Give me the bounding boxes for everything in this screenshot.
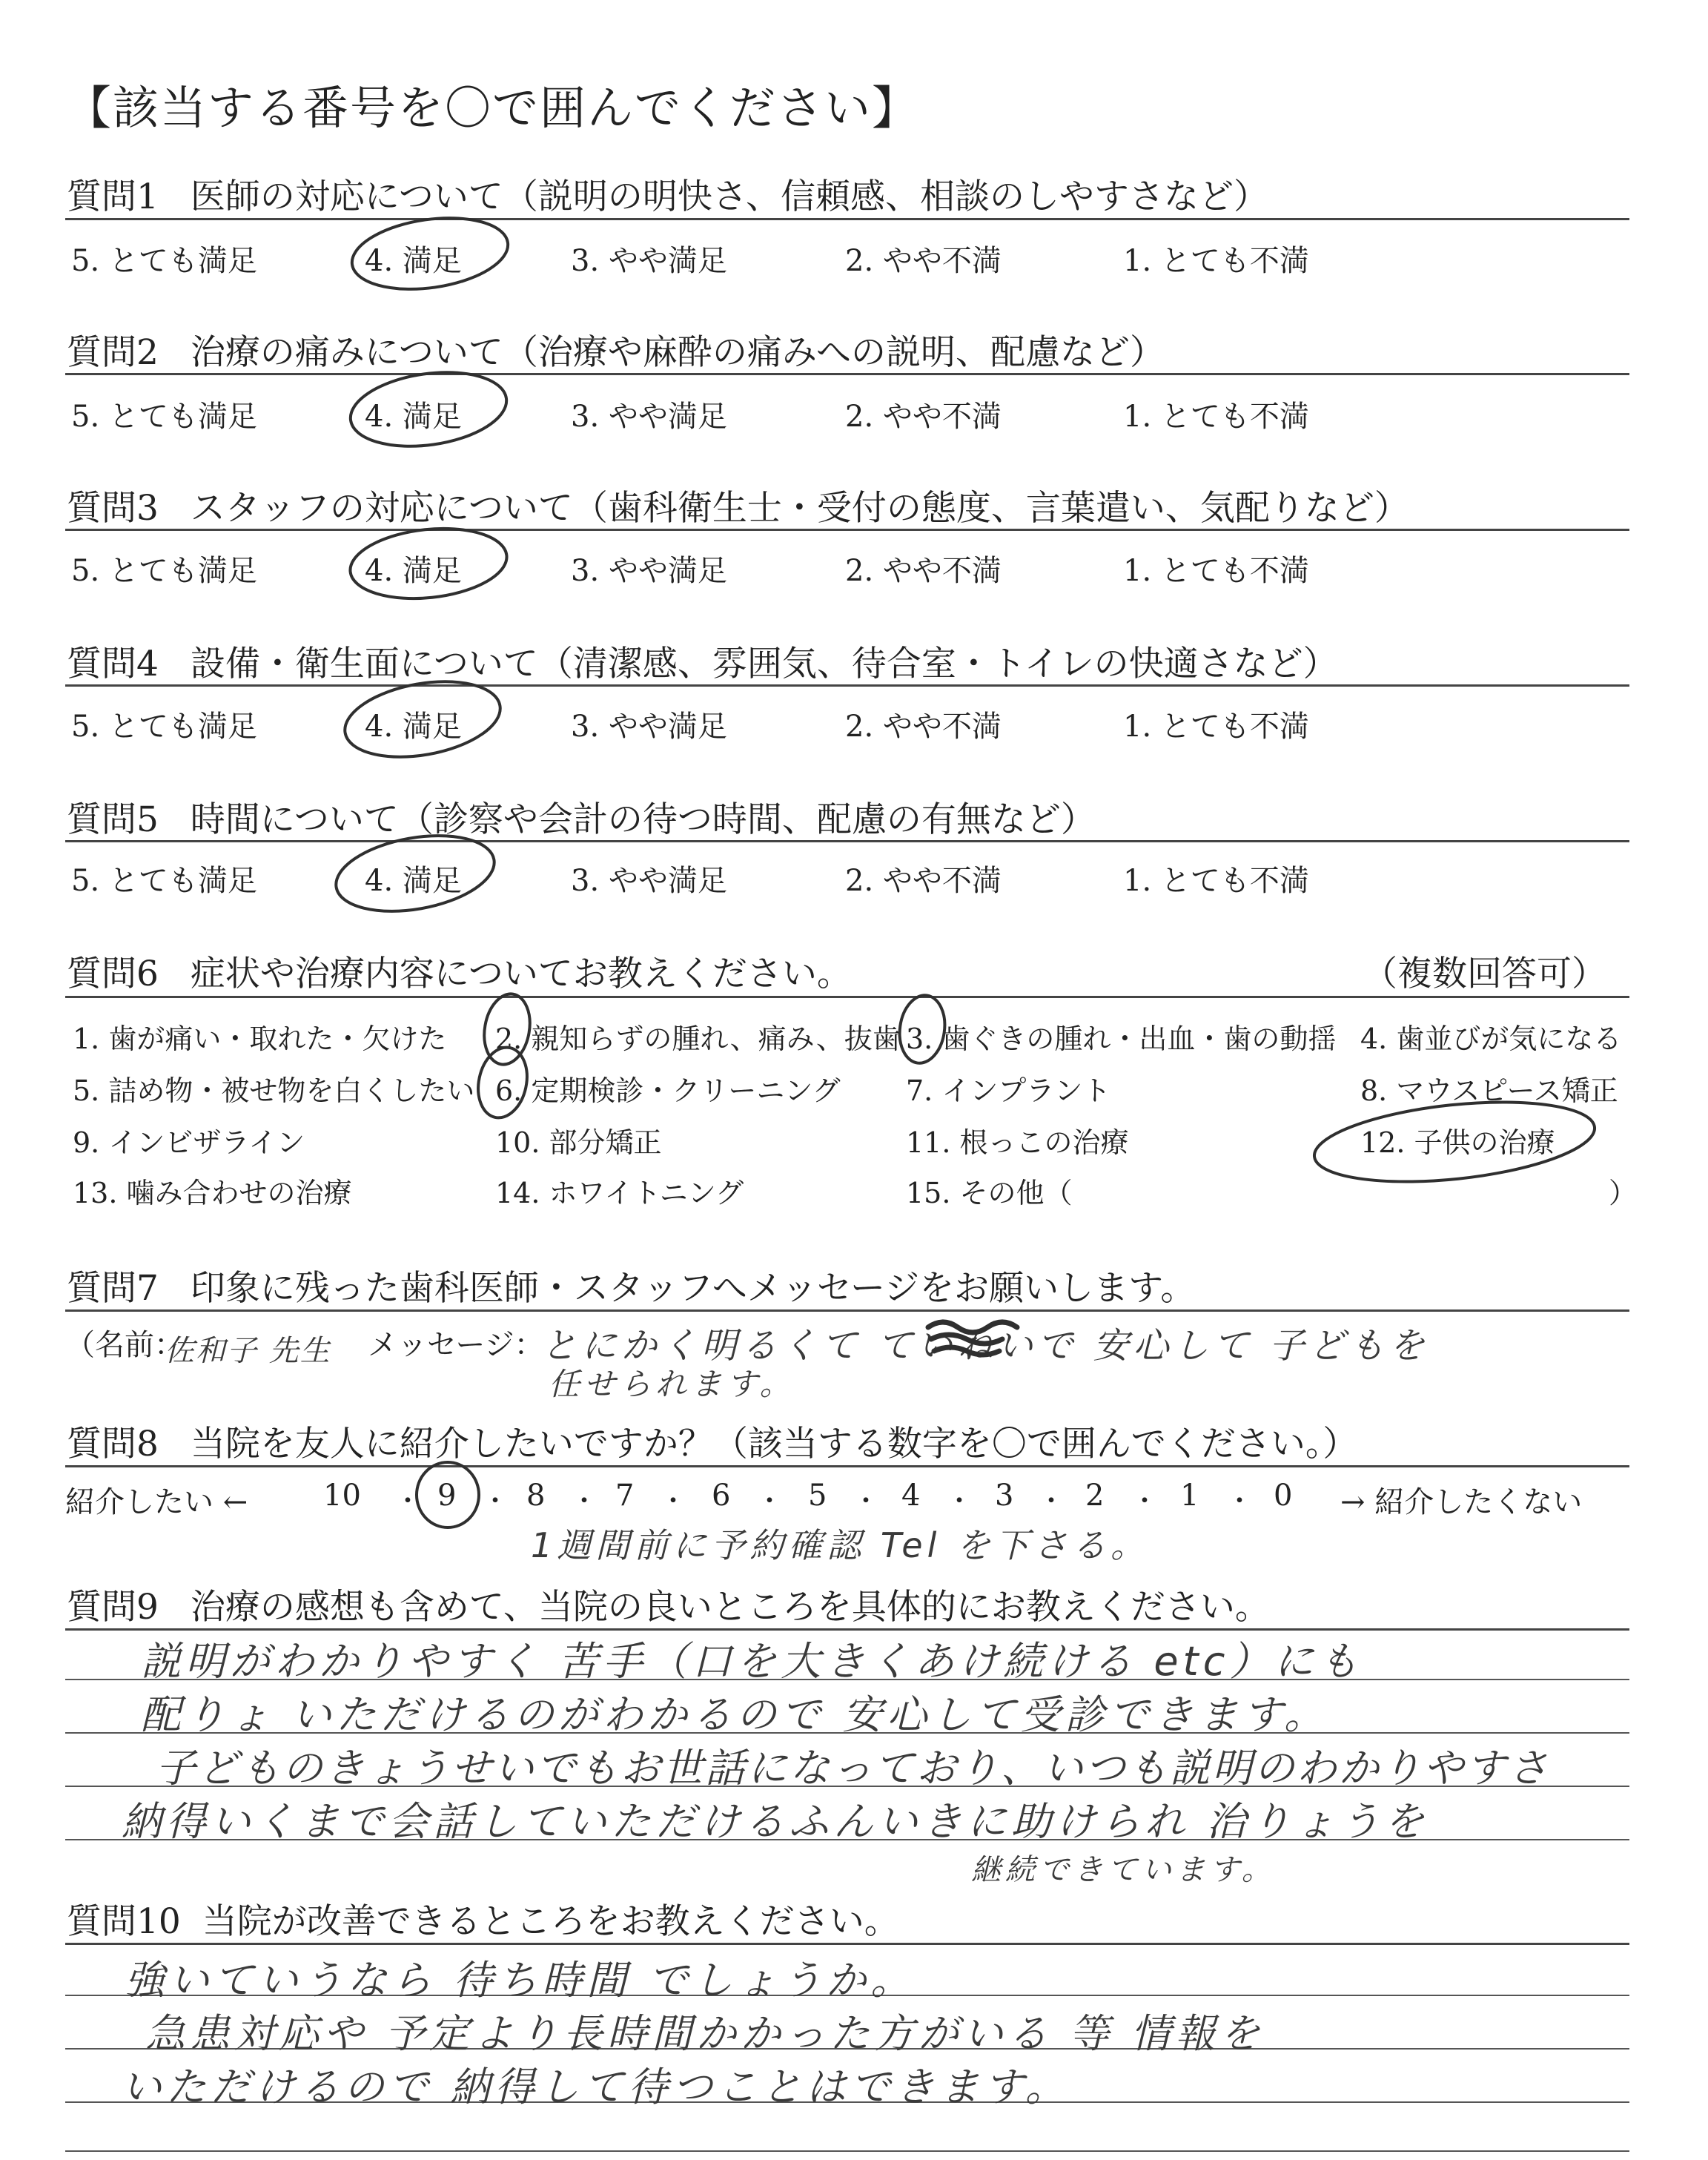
q8-scale-9[interactable]: 9 <box>437 1479 457 1513</box>
q7-message-line-1[interactable]: とにかく明るくて ていねいで 安心して 子どもを <box>541 1325 1429 1367</box>
q8-scale-0[interactable]: 0 <box>1274 1479 1293 1513</box>
q5-option-3[interactable]: 3. やや満足 <box>571 864 727 898</box>
q5-option-4[interactable]: 4. 満足 <box>365 864 462 898</box>
q9-title <box>67 1579 1270 1629</box>
q8-scale-dot: ・ <box>1038 1486 1065 1516</box>
q6-item-7[interactable]: 7. インプラント <box>906 1074 1111 1107</box>
q10-title <box>67 1894 899 1943</box>
q3-option-3[interactable]: 3. やや満足 <box>571 554 727 588</box>
q6-item-11[interactable]: 11. 根っこの治療 <box>906 1126 1129 1159</box>
q7-message-label: メッセージ： <box>368 1328 544 1362</box>
q6-divider <box>65 996 1629 998</box>
q6-item-2[interactable]: 2. 親知らずの腫れ、痛み、抜歯 <box>495 1023 901 1055</box>
q6-title <box>67 946 852 996</box>
q6-item-8[interactable]: 8. マウスピース矯正 <box>1360 1074 1618 1107</box>
q3-label: 質問3 <box>67 488 159 529</box>
q8-scale-dot: ・ <box>482 1486 509 1516</box>
q5-text: 時間について（診察や会計の待つ時間、配慮の有無など） <box>190 799 1096 840</box>
q6-multi-answer-note: （複数回答可） <box>1363 954 1606 994</box>
q6-item-12[interactable]: 12. 子供の治療 <box>1360 1126 1555 1159</box>
q7-text: 印象に残った歯科医師・スタッフへメッセージをお願いします。 <box>190 1268 1196 1309</box>
q6-other-close-paren: ） <box>1609 1177 1638 1209</box>
q8-scale-dot: ・ <box>660 1486 687 1516</box>
q8-divider <box>65 1465 1629 1467</box>
q1-label: 質問1 <box>67 176 159 217</box>
q8-title <box>67 1416 1357 1466</box>
q8-scale-5[interactable]: 5 <box>808 1479 827 1513</box>
q4-option-5[interactable]: 5. とても満足 <box>71 710 257 744</box>
q8-scale-dot: ・ <box>394 1486 422 1516</box>
q8-label: 質問8 <box>67 1424 159 1464</box>
page-title: 【該当する番号を〇で囲んでください】 <box>65 81 920 135</box>
q6-item-6[interactable]: 6. 定期検診・クリーニング <box>495 1074 841 1107</box>
q8-scale-8[interactable]: 8 <box>526 1479 546 1513</box>
q3-option-5[interactable]: 5. とても満足 <box>71 554 257 588</box>
q7-message-line-2[interactable]: 任せられます。 <box>549 1366 795 1402</box>
q1-option-2[interactable]: 2. やや不満 <box>845 244 1002 278</box>
q6-item-13[interactable]: 13. 噛み合わせの治療 <box>73 1177 352 1209</box>
q4-label: 質問4 <box>67 644 159 684</box>
q5-title <box>67 792 1096 842</box>
q10-answer-line-2[interactable]: 急患対応や 予定より長時間かかった方がいる 等 情報を <box>145 2010 1265 2057</box>
q8-scale-dot: ・ <box>756 1486 784 1516</box>
q10-text: 当院が改善できるところをお教えください。 <box>202 1901 899 1942</box>
q4-divider <box>65 684 1629 687</box>
q1-option-4[interactable]: 4. 満足 <box>365 244 462 278</box>
q5-option-2[interactable]: 2. やや不満 <box>845 864 1002 898</box>
q10-answer-line-3[interactable]: いただけるので 納得して待つことはできます。 <box>122 2064 1070 2110</box>
q8-scale-2[interactable]: 2 <box>1085 1479 1105 1513</box>
q8-scale-1[interactable]: 1 <box>1180 1479 1199 1513</box>
q7-name-value[interactable]: 佐和子 先生 <box>165 1334 331 1368</box>
q4-option-4[interactable]: 4. 満足 <box>365 710 462 744</box>
q9-label: 質問9 <box>67 1587 159 1628</box>
q6-item-9[interactable]: 9. インビザライン <box>73 1126 305 1159</box>
q3-option-4[interactable]: 4. 満足 <box>365 554 462 588</box>
q8-scale-4[interactable]: 4 <box>901 1479 921 1513</box>
q1-title <box>67 169 1268 219</box>
q10-answer-line-1[interactable]: 強いていうなら 待ち時間 でしょうか。 <box>125 1957 916 2004</box>
q9-answer-line-1[interactable]: 説明がわかりやすく 苦手（口を大きくあけ続ける etc）にも <box>141 1638 1363 1685</box>
q8-scale-7[interactable]: 7 <box>615 1479 635 1513</box>
q8-scale-dot: ・ <box>1226 1486 1254 1516</box>
q4-title <box>67 636 1338 686</box>
q1-divider <box>65 218 1629 220</box>
q3-option-2[interactable]: 2. やや不満 <box>845 554 1002 588</box>
q9-answer-line-5[interactable]: 継続できています。 <box>971 1853 1276 1887</box>
q1-text: 医師の対応について（説明の明快さ、信頼感、相談のしやすさなど） <box>190 176 1269 217</box>
q9-answer-line-4[interactable]: 納得いくまで会話していただけるふんいきに助けられ 治りょうを <box>122 1798 1429 1845</box>
q6-item-15[interactable]: 15. その他（ <box>906 1177 1073 1209</box>
q8-left-label: 紹介したい ← <box>65 1485 248 1519</box>
q5-label: 質問5 <box>67 799 159 840</box>
q8-scale-10[interactable]: 10 <box>323 1479 361 1513</box>
q3-option-1[interactable]: 1. とても不満 <box>1123 554 1309 588</box>
q6-item-1[interactable]: 1. 歯が痛い・取れた・欠けた <box>73 1023 447 1055</box>
q6-item-4[interactable]: 4. 歯並びが気になる <box>1360 1023 1622 1055</box>
q6-item-14[interactable]: 14. ホワイトニング <box>495 1177 744 1209</box>
q3-text: スタッフの対応について（歯科衛生士・受付の態度、言葉遣い、気配りなど） <box>190 488 1409 529</box>
q2-option-1[interactable]: 1. とても不満 <box>1123 400 1309 434</box>
q8-scale-3[interactable]: 3 <box>995 1479 1014 1513</box>
q3-divider <box>65 529 1629 531</box>
q1-option-1[interactable]: 1. とても不満 <box>1123 244 1309 278</box>
q1-option-5[interactable]: 5. とても満足 <box>71 244 257 278</box>
q8-text: 当院を友人に紹介したいですか？（該当する数字を〇で囲んでください。） <box>190 1424 1358 1464</box>
q10-label: 質問10 <box>67 1901 181 1942</box>
q2-option-4[interactable]: 4. 満足 <box>365 400 462 434</box>
q2-text: 治療の痛みについて（治療や麻酔の痛みへの説明、配慮など） <box>190 332 1165 373</box>
q6-item-10[interactable]: 10. 部分矯正 <box>495 1126 662 1159</box>
q5-option-5[interactable]: 5. とても満足 <box>71 864 257 898</box>
q8-scale-dot: ・ <box>853 1486 880 1516</box>
q3-title <box>67 480 1409 530</box>
q8-scale-dot: ・ <box>946 1486 973 1516</box>
q5-option-1[interactable]: 1. とても不満 <box>1123 864 1309 898</box>
q4-option-2[interactable]: 2. やや不満 <box>845 710 1002 744</box>
q2-option-2[interactable]: 2. やや不満 <box>845 400 1002 434</box>
q9-text: 治療の感想も含めて、当院の良いところを具体的にお教えください。 <box>190 1587 1270 1628</box>
q7-name-label: （名前： <box>65 1328 184 1362</box>
q5-divider <box>65 840 1629 842</box>
q4-text: 設備・衛生面について（清潔感、雰囲気、待合室・トイレの快適さなど） <box>190 644 1338 684</box>
q2-label: 質問2 <box>67 332 159 373</box>
q4-option-1[interactable]: 1. とても不満 <box>1123 710 1309 744</box>
q6-item-3[interactable]: 3. 歯ぐきの腫れ・出血・歯の動揺 <box>906 1023 1337 1055</box>
q8-scale-6[interactable]: 6 <box>712 1479 731 1513</box>
q8-scale-dot: ・ <box>1131 1486 1159 1516</box>
q6-text: 症状や治療内容についてお教えください。 <box>190 954 852 994</box>
q8-handwritten-note: 1週間前に予約確認 Tel を下さる。 <box>531 1525 1150 1565</box>
q2-option-3[interactable]: 3. やや満足 <box>571 400 727 434</box>
q8-right-label: → 紹介したくない <box>1340 1485 1583 1519</box>
q2-divider <box>65 373 1629 375</box>
q6-item-5[interactable]: 5. 詰め物・被せ物を白くしたい <box>73 1074 475 1107</box>
q7-divider <box>65 1309 1629 1312</box>
q2-option-5[interactable]: 5. とても満足 <box>71 400 257 434</box>
q7-label: 質問7 <box>67 1268 159 1309</box>
q1-option-3[interactable]: 3. やや満足 <box>571 244 727 278</box>
q9-answer-line-3[interactable]: 子どものきょうせいでもお世話になっており、いつも説明のわかりやすさ <box>156 1745 1550 1791</box>
q10-answer-line <box>65 2150 1629 2152</box>
q6-label: 質問6 <box>67 954 159 994</box>
q4-option-3[interactable]: 3. やや満足 <box>571 710 727 744</box>
q2-title <box>67 325 1165 374</box>
q7-title <box>67 1261 1195 1310</box>
q10-divider <box>65 1943 1629 1945</box>
q9-answer-line-2[interactable]: 配りょ いただけるのがわかるので 安心して受診できます。 <box>141 1691 1329 1738</box>
q8-scale-dot: ・ <box>571 1486 598 1516</box>
